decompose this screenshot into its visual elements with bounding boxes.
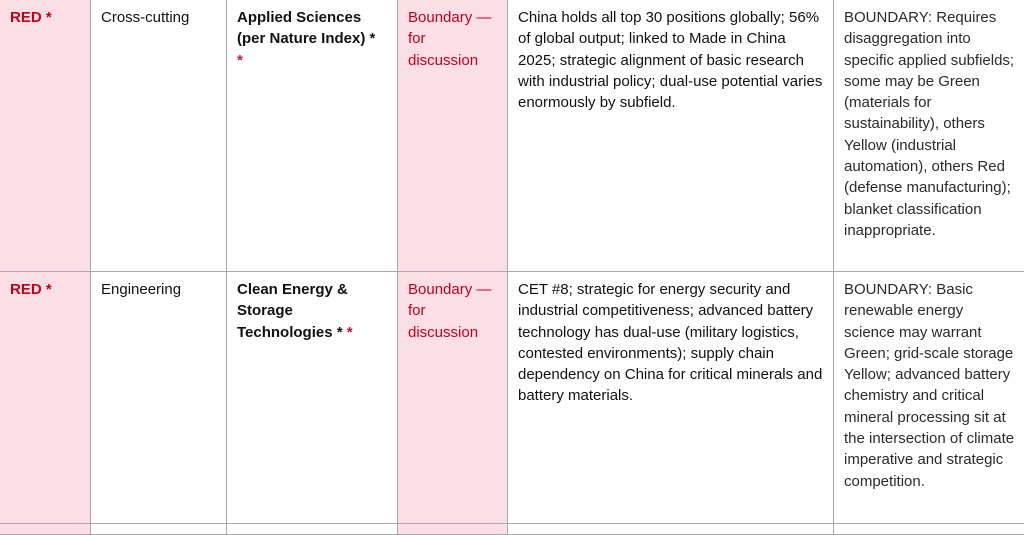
category-label: Cross-cutting [101,9,189,26]
rating-cell [0,272,91,524]
rationale-text: China holds all top 30 positions globally; 56% of global output; linked to Made in China 2025; strategic alignment of basic research with industrial policy; dual-use potential varies enormously by subfield. [518,9,822,111]
status-label: Boundary — for discussion [408,281,491,341]
category-cell [91,272,227,524]
topic-label: Clean Energy & Storage Technologies * [237,281,348,341]
category-label: Engineering [101,281,181,298]
notes-cell [834,0,1024,272]
rating-cell [0,524,91,535]
topic-star: * [347,324,353,341]
status-cell [398,524,508,535]
rationale-text: CET #8; strategic for energy security and industrial competitiveness; advanced battery technology has dual-use (military logistics, contested environments); supply chain dependency on China for critical minerals and battery materials. [518,281,822,404]
topic-cell [227,524,398,535]
topic-cell [227,272,398,524]
rating-cell [0,0,91,272]
topic-cell [227,0,398,272]
rationale-cell [508,272,834,524]
rationale-cell [508,0,834,272]
rationale-cell [508,524,834,535]
category-cell [91,524,227,535]
notes-text: BOUNDARY: Basic renewable energy science may warrant Green; grid-scale storage Yellow; advanced battery chemistry and critical mineral processing sit at the intersection of climate imperative and strategic competition. [844,281,1014,490]
notes-text: BOUNDARY: Requires disaggregation into specific applied subfields; some may be Green (materials for sustainability), others Yellow (industrial automation), others Red (defense manufacturing); blanket classification inappropriate. [844,9,1014,239]
status-cell [398,272,508,524]
category-cell [91,0,227,272]
rating-label: RED * [10,9,52,26]
table-row [0,524,1024,535]
notes-cell [834,524,1024,535]
table-row [0,272,1024,524]
status-cell [398,0,508,272]
status-label: Boundary — for discussion [408,9,491,69]
topic-label: Applied Sciences (per Nature Index) * [237,9,375,47]
topic-star: * [237,52,243,69]
notes-cell [834,272,1024,524]
rating-label: RED * [10,281,52,298]
